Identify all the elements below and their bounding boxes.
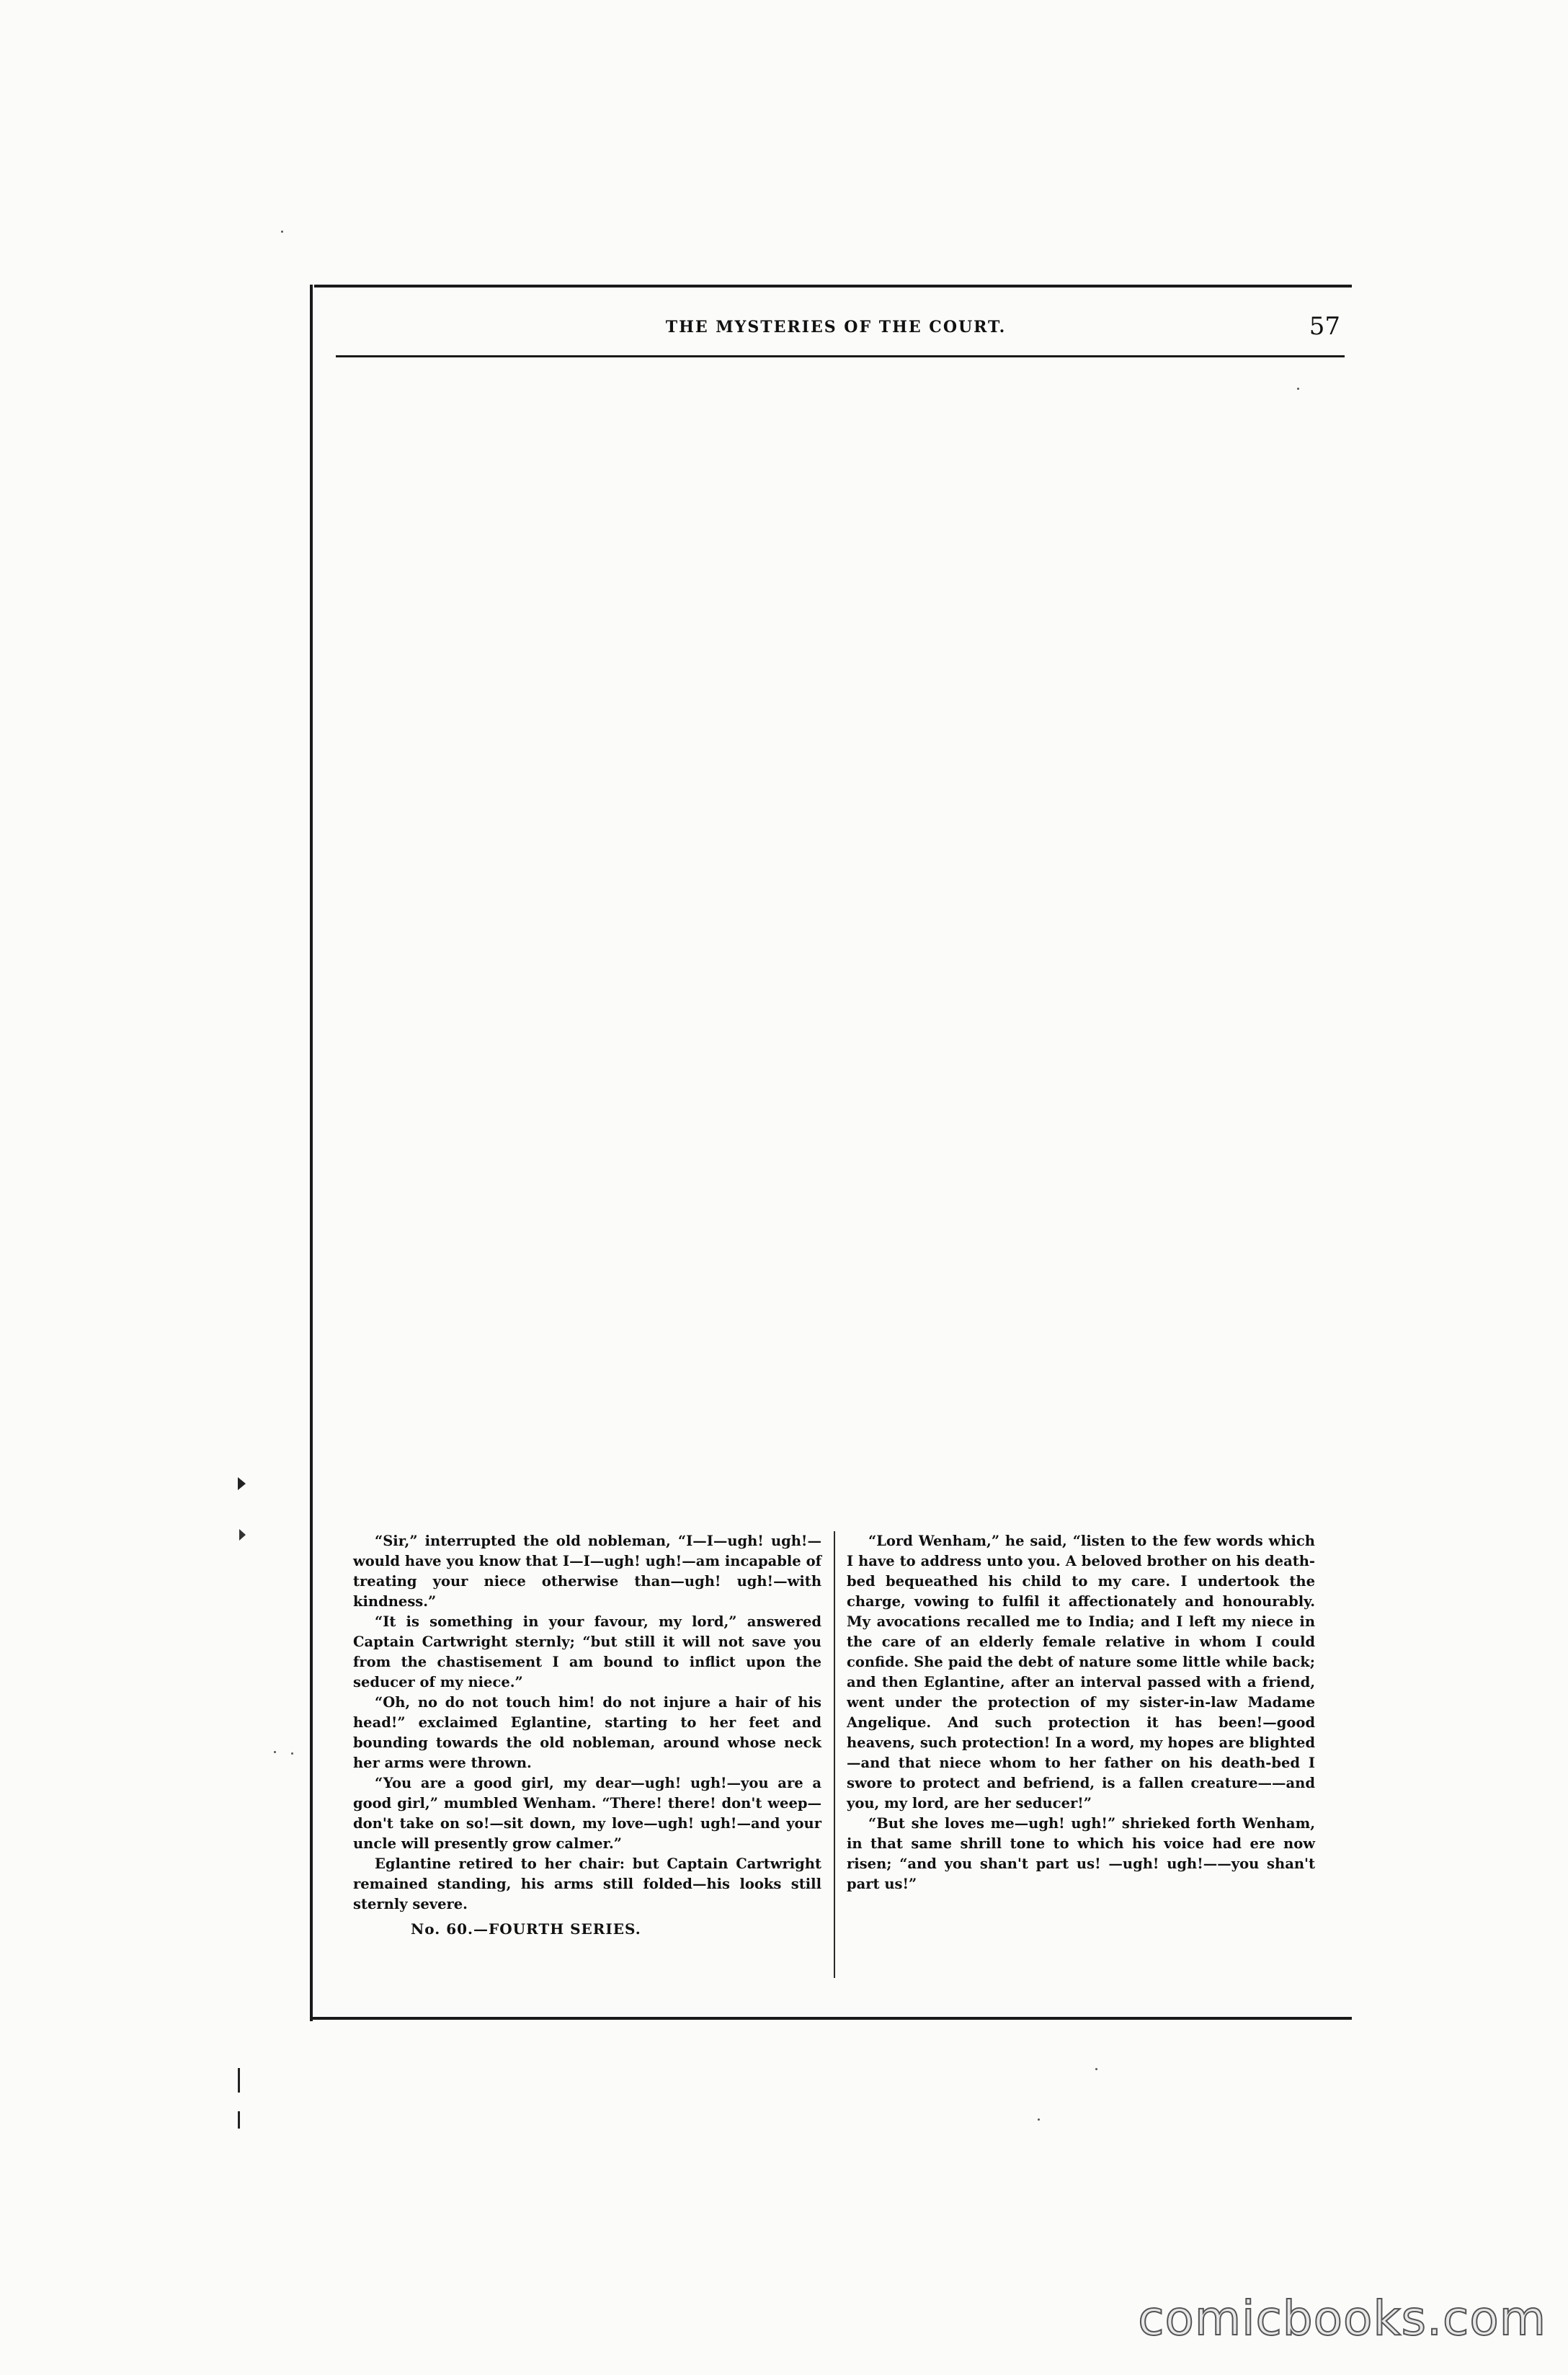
paragraph: “It is something in your favour, my lord,” answered Captain Cartwright sternly; “but still it will not save you from the chastisement I am bound to inflict upon the seducer of my niece.” [353, 1613, 821, 1690]
text-columns [353, 1531, 1333, 2007]
left-column [353, 1531, 821, 1939]
paragraph: “Oh, no do not touch him! do not injure a hair of his head!” exclaimed Eglantine, starting to her feet and bounding towards the old nobleman, around whose neck her arms were thrown. [353, 1694, 821, 1771]
paragraph: “But she loves me—ugh! ugh!” shrieked forth Wenham, in that same shrill tone to which his voice had ere now risen; “and you shan't part us! —ugh! ugh!——you shan't part us!” [847, 1815, 1315, 1892]
series-signature: No. 60.—FOURTH SERIES. [411, 1920, 641, 1938]
paragraph: Eglantine retired to her chair: but Captain Cartwright remained standing, his arms still folded—his looks still sternly severe. [353, 1855, 821, 1912]
scan-speck [291, 1752, 293, 1755]
paragraph: “Lord Wenham,” he said, “listen to the few words which I have to address unto you. A beloved brother on his death-bed bequeathed his child to my care. I undertook the charge, vowing to fulfil it affectionately and honourably. My avocations recalled me to India; and I left my niece in the care of an elderly female relative in whom I could confide. She paid the debt of nature some little while back; and then Eglantine, after an interval passed with a friend, went under the protection of my sister-in-law Madame Angelique. And such protection it has been!—good heavens, such protection! In a word, my hopes are blighted—and that niece whom to her father on his death-bed I swore to protect and befriend, is a fallen creature——and you, my lord, are her seducer!” [847, 1533, 1315, 1812]
right-column [847, 1531, 1315, 1894]
left-margin-rule [310, 285, 313, 2021]
column-divider [834, 1531, 835, 1978]
paragraph: “You are a good girl, my dear—ugh! ugh!—you are a good girl,” mumbled Wenham. “There! there! don't weep—don't take on so!—sit down, my love—ugh! ugh!—and your uncle will presently grow calmer.” [353, 1775, 821, 1852]
paragraph: “Sir,” interrupted the old nobleman, “I—I—ugh! ugh!—would have you know that I—I—ugh! ugh!—am incapable of treating your niece otherwise than—ugh! ugh!—with kindness.” [353, 1533, 821, 1610]
watermark: comicbooks.com [1138, 2291, 1546, 2346]
margin-arrow-icon [239, 1529, 246, 1541]
page-frame [310, 285, 1355, 2023]
scan-speck [1297, 388, 1299, 390]
margin-arrow-icon [238, 1477, 246, 1490]
bottom-rule [310, 2017, 1352, 2020]
running-title: THE MYSTERIES OF THE COURT. [665, 318, 1007, 337]
scan-speck [274, 1751, 276, 1753]
page-number: 57 [1309, 312, 1340, 341]
margin-tick [238, 2111, 240, 2129]
scan-speck [1095, 2068, 1097, 2070]
scan-speck [281, 231, 283, 233]
top-rule [314, 285, 1352, 288]
margin-tick [238, 2068, 240, 2093]
header-rule [336, 355, 1345, 357]
page-header [324, 312, 1348, 354]
scan-speck [1038, 2118, 1040, 2121]
